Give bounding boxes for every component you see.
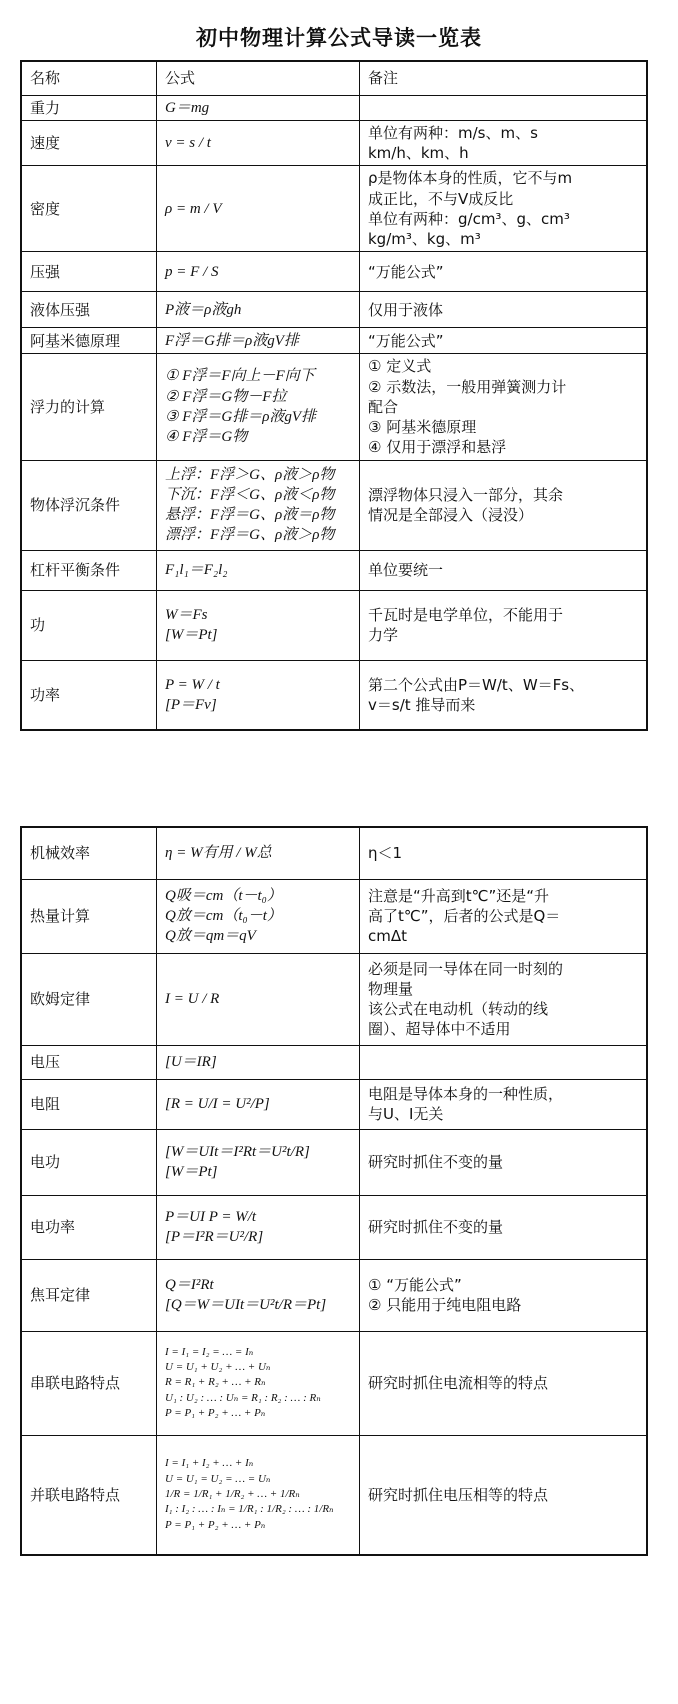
note-line: 仅用于液体 (368, 300, 444, 319)
row-formula (157, 1079, 360, 1129)
header-note: 备注 (360, 61, 648, 95)
row-note (360, 166, 648, 252)
row-formula (157, 120, 360, 166)
formula-line: G＝mg (165, 99, 210, 116)
header-name: 名称 (21, 61, 157, 95)
formula-line: [Q＝W＝UIt＝U²t/R＝Pt] (165, 1297, 327, 1313)
table-row (21, 550, 647, 590)
table-row (21, 1259, 647, 1331)
formula-line: F浮＝G排＝ρ液gV排 (165, 332, 299, 349)
row-formula (157, 660, 360, 730)
note-line: ① 定义式 (368, 357, 432, 376)
row-formula (157, 879, 360, 953)
formula-line: ① F浮＝F向上－F向下 (165, 368, 315, 385)
row-formula (157, 1195, 360, 1259)
formula-line: I = I₁ = I₂ = … = Iₙ (165, 1345, 254, 1358)
formula-line: η = W有用 / W总 (165, 845, 272, 862)
formula-line: P = P₁ + P₂ + … + Pₙ (165, 1407, 266, 1420)
note-line: 注意是“升高到t℃”还是“升 (368, 886, 550, 905)
row-note (360, 354, 648, 460)
note-line: 电阻是导体本身的一种性质， (368, 1084, 564, 1103)
table-row (21, 590, 647, 660)
formula-line: ③ F浮＝G排＝ρ液gV排 (165, 408, 317, 425)
row-formula (157, 1331, 360, 1435)
header-formula: 公式 (157, 61, 360, 95)
formula-line: ④ F浮＝G物 (165, 429, 248, 446)
note-line: 千瓦时是电学单位，不能用于 (368, 605, 564, 624)
row-name: 机械效率 (21, 827, 157, 879)
row-note (360, 1129, 648, 1195)
row-note (360, 1045, 648, 1079)
row-note (360, 328, 648, 354)
formula-line: [P＝I²R＝U²/R] (165, 1229, 264, 1245)
table-row (21, 252, 647, 292)
row-formula (157, 252, 360, 292)
formula-line: P＝UI P = W/t (165, 1208, 257, 1225)
row-formula (157, 1045, 360, 1079)
formula-line: [W＝UIt＝I²Rt＝U²t/R] (165, 1143, 310, 1160)
table-row (21, 827, 647, 879)
row-note (360, 660, 648, 730)
row-note (360, 953, 648, 1045)
formula-line: I = U / R (165, 990, 220, 1007)
row-name: 焦耳定律 (21, 1259, 157, 1331)
note-line: km/h、km、h (368, 144, 469, 162)
formula-line: P液＝ρ液gh (165, 301, 242, 318)
row-formula (157, 95, 360, 120)
note-line: 必须是同一导体在同一时刻的 (368, 959, 564, 978)
row-name: 杠杆平衡条件 (21, 550, 157, 590)
row-note (360, 879, 648, 953)
note-line: 力学 (368, 626, 399, 644)
row-name: 并联电路特点 (21, 1435, 157, 1555)
note-line: ③ 阿基米德原理 (368, 418, 477, 436)
note-line: 圈）、超导体中不适用 (368, 1020, 511, 1039)
row-name: 电功率 (21, 1195, 157, 1259)
note-line: cmΔt (368, 927, 408, 946)
table-row (21, 1079, 647, 1129)
row-note (360, 1331, 648, 1435)
formula-line: P = P₁ + P₂ + … + Pₙ (165, 1518, 266, 1531)
formula-line: Q吸＝cm（t－t₀） (165, 887, 282, 904)
table-row (21, 1435, 647, 1555)
formula-line: [W＝Pt] (165, 627, 218, 643)
row-formula (157, 328, 360, 354)
formula-table-1 (20, 60, 648, 731)
row-name: 密度 (21, 166, 157, 252)
row-name: 液体压强 (21, 292, 157, 328)
page-title: 初中物理计算公式导读一览表 (196, 25, 482, 50)
row-note (360, 120, 648, 166)
note-line: 研究时抓住不变的量 (368, 1152, 504, 1171)
note-line: ρ是物体本身的性质，它不与m (368, 169, 573, 188)
row-formula (157, 354, 360, 460)
note-line: v＝s/t 推导而来 (368, 695, 476, 714)
note-line: 物理量 (368, 979, 414, 998)
formula-line: I = I₁ + I₂ + … + Iₙ (165, 1457, 254, 1470)
table-row (21, 120, 647, 166)
formula-line: U = U₁ = U₂ = … = Uₙ (165, 1472, 271, 1485)
row-name: 功 (21, 590, 157, 660)
formula-line: p = F / S (165, 263, 219, 280)
table-row (21, 953, 647, 1045)
formula-line: ρ = m / V (165, 200, 222, 217)
table-row (21, 166, 647, 252)
formula-line: ② F浮＝G物－F拉 (165, 388, 287, 405)
note-line: η＜1 (368, 844, 403, 863)
note-line: 情况是全部浸入（浸没） (368, 506, 534, 524)
note-line: “万能公式” (368, 331, 444, 350)
row-formula (157, 292, 360, 328)
row-note (360, 550, 648, 590)
formula-line: [W＝Pt] (165, 1164, 218, 1180)
row-note (360, 95, 648, 120)
row-name: 阿基米德原理 (21, 328, 157, 354)
formula-line: P = W / t (165, 676, 220, 693)
table-row (21, 95, 647, 120)
formula-line: W＝Fs (165, 606, 208, 623)
table-row (21, 460, 647, 550)
note-line: ② 只能用于纯电阻电路 (368, 1296, 522, 1314)
row-formula (157, 827, 360, 879)
row-name: 速度 (21, 120, 157, 166)
row-formula (157, 1259, 360, 1331)
row-name: 串联电路特点 (21, 1331, 157, 1435)
formula-line: [R = U/I = U²/P] (165, 1095, 270, 1112)
formula-line: I₁ : I₂ : … : Iₙ = 1/R₁ : 1/R₂ : … : 1/Rₙ (165, 1503, 334, 1516)
row-name: 电阻 (21, 1079, 157, 1129)
row-note (360, 590, 648, 660)
table-row (21, 328, 647, 354)
note-line: 高了t℃”，后者的公式是Q＝ (368, 906, 561, 925)
row-name: 物体浮沉条件 (21, 460, 157, 550)
formula-line: [U＝IR] (165, 1053, 217, 1070)
note-line: 研究时抓住电压相等的特点 (368, 1485, 549, 1504)
row-name: 重力 (21, 95, 157, 120)
row-name: 热量计算 (21, 879, 157, 953)
formula-line: 漂浮：F浮＝G、ρ液＞ρ物 (165, 527, 335, 544)
row-note (360, 1259, 648, 1331)
row-note (360, 292, 648, 328)
table-row (21, 1129, 647, 1195)
note-line: 与U、I无关 (368, 1105, 444, 1123)
table-row (21, 660, 647, 730)
formula-line: Q放＝qm＝qV (165, 928, 256, 945)
note-line: kg/m³、kg、m³ (368, 230, 481, 248)
note-line: 该公式在电动机（转动的线 (368, 1000, 549, 1018)
row-formula (157, 460, 360, 550)
note-line: ④ 仅用于漂浮和悬浮 (368, 438, 507, 457)
formula-line: 悬浮：F浮＝G、ρ液＝ρ物 (165, 507, 335, 523)
formula-line: Q＝I²Rt (165, 1276, 214, 1293)
note-line: 第二个公式由P＝W/t、W＝Fs、 (368, 675, 585, 694)
row-note (360, 1079, 648, 1129)
formula-table-2 (20, 826, 648, 1556)
row-formula (157, 1435, 360, 1555)
note-line: 漂浮物体只浸入一部分，其余 (368, 485, 564, 504)
row-name: 浮力的计算 (21, 354, 157, 460)
note-line: 单位有两种：m/s、m、s (368, 123, 538, 142)
formula-line: R = R₁ + R₂ + … + Rₙ (165, 1376, 266, 1389)
formula-line: v = s / t (165, 134, 211, 151)
formula-line: U = U₁ + U₂ + … + Uₙ (165, 1360, 271, 1373)
formula-line: U₁ : U₂ : … : Uₙ = R₁ : R₂ : … : Rₙ (165, 1391, 321, 1404)
row-name: 欧姆定律 (21, 953, 157, 1045)
table-header-row (21, 61, 647, 95)
note-line: 配合 (368, 397, 399, 416)
row-formula (157, 1129, 360, 1195)
note-line: 成正比，不与V成反比 (368, 189, 514, 208)
row-formula (157, 590, 360, 660)
note-line: ① “万能公式” (368, 1275, 462, 1294)
row-note (360, 252, 648, 292)
formula-line: Q放＝cm（t₀－t） (165, 907, 282, 924)
table-row (21, 354, 647, 460)
row-formula (157, 550, 360, 590)
note-line: 研究时抓住不变的量 (368, 1217, 504, 1236)
row-name: 电功 (21, 1129, 157, 1195)
table-row (21, 1331, 647, 1435)
row-name: 功率 (21, 660, 157, 730)
table-row (21, 879, 647, 953)
row-note (360, 1435, 648, 1555)
row-name: 电压 (21, 1045, 157, 1079)
row-note (360, 460, 648, 550)
row-name: 压强 (21, 252, 157, 292)
note-line: 研究时抓住电流相等的特点 (368, 1373, 549, 1392)
table-row (21, 1195, 647, 1259)
row-formula (157, 166, 360, 252)
formula-line: 下沉：F浮＜G、ρ液＜ρ物 (165, 486, 335, 503)
row-note (360, 1195, 648, 1259)
formula-line: 1/R = 1/R₁ + 1/R₂ + … + 1/Rₙ (165, 1488, 300, 1501)
formula-line: [P＝Fv] (165, 696, 217, 713)
note-line: “万能公式” (368, 262, 444, 281)
formula-line: F₁l₁＝F₂l₂ (165, 561, 228, 578)
formula-line: 上浮：F浮＞G、ρ液＞ρ物 (165, 466, 335, 483)
note-line: ② 示数法，一般用弹簧测力计 (368, 377, 567, 396)
note-line: 单位要统一 (368, 560, 444, 579)
row-formula (157, 953, 360, 1045)
table-row (21, 1045, 647, 1079)
table-row (21, 292, 647, 328)
note-line: 单位有两种：g/cm³、g、cm³ (368, 209, 570, 228)
row-note (360, 827, 648, 879)
